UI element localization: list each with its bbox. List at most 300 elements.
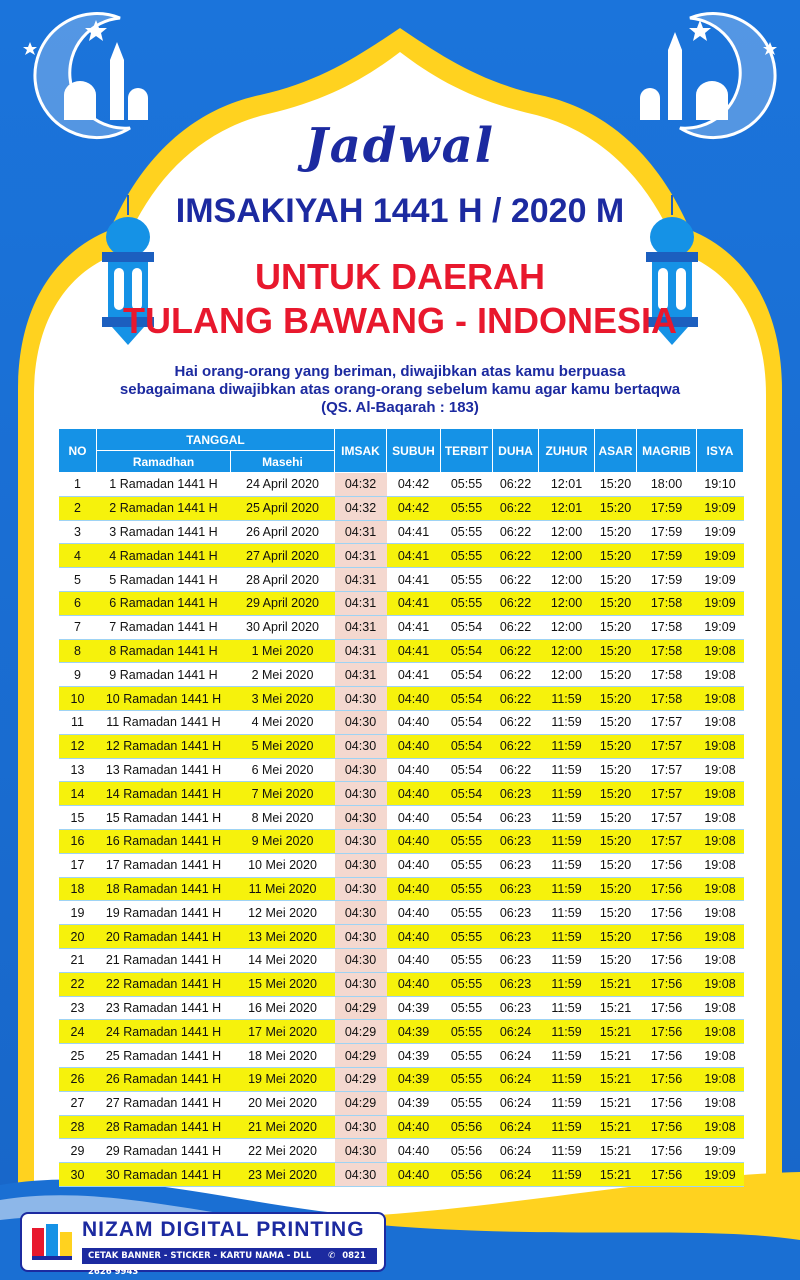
cell-magrib: 17:58 xyxy=(637,591,697,615)
verse-line-1: Hai orang-orang yang beriman, diwajibkan atas kamu berpuasa xyxy=(174,363,626,380)
table-row xyxy=(59,829,744,853)
cell-no: 3 xyxy=(59,520,97,544)
cell-zuhur: 11:59 xyxy=(539,1020,595,1044)
cell-masehi: 12 Mei 2020 xyxy=(231,901,335,925)
table-row xyxy=(59,568,744,592)
cell-subuh: 04:40 xyxy=(387,901,441,925)
cell-zuhur: 11:59 xyxy=(539,996,595,1020)
header-magrib: MAGRIB xyxy=(637,429,697,473)
cell-asar: 15:21 xyxy=(595,1020,637,1044)
cell-ramadhan: 28 Ramadan 1441 H xyxy=(97,1115,231,1139)
cell-zuhur: 12:00 xyxy=(539,544,595,568)
cell-masehi: 1 Mei 2020 xyxy=(231,639,335,663)
cell-masehi: 28 April 2020 xyxy=(231,568,335,592)
cell-asar: 15:21 xyxy=(595,1163,637,1187)
cell-isya: 19:08 xyxy=(697,1115,744,1139)
cell-zuhur: 11:59 xyxy=(539,1044,595,1068)
cell-masehi: 10 Mei 2020 xyxy=(231,853,335,877)
cell-isya: 19:09 xyxy=(697,591,744,615)
cell-imsak: 04:31 xyxy=(335,615,387,639)
cell-zuhur: 11:59 xyxy=(539,829,595,853)
cell-isya: 19:08 xyxy=(697,877,744,901)
cell-asar: 15:20 xyxy=(595,473,637,497)
cell-ramadhan: 2 Ramadan 1441 H xyxy=(97,496,231,520)
table-row xyxy=(59,473,744,497)
cell-asar: 15:20 xyxy=(595,806,637,830)
cell-no: 15 xyxy=(59,806,97,830)
cell-zuhur: 12:01 xyxy=(539,496,595,520)
cell-isya: 19:08 xyxy=(697,996,744,1020)
cell-imsak: 04:30 xyxy=(335,1139,387,1163)
cell-imsak: 04:30 xyxy=(335,1163,387,1187)
cell-isya: 19:08 xyxy=(697,948,744,972)
cell-zuhur: 11:59 xyxy=(539,1163,595,1187)
cell-ramadhan: 13 Ramadan 1441 H xyxy=(97,758,231,782)
cell-isya: 19:08 xyxy=(697,663,744,687)
cell-duha: 06:24 xyxy=(493,1091,539,1115)
cell-zuhur: 11:59 xyxy=(539,734,595,758)
cell-asar: 15:20 xyxy=(595,639,637,663)
brand-services: CETAK BANNER - STICKER - KARTU NAMA - DLL xyxy=(88,1251,312,1261)
cell-magrib: 17:58 xyxy=(637,687,697,711)
cell-terbit: 05:55 xyxy=(441,972,493,996)
cell-subuh: 04:42 xyxy=(387,473,441,497)
cell-subuh: 04:40 xyxy=(387,710,441,734)
cell-subuh: 04:40 xyxy=(387,734,441,758)
cell-no: 16 xyxy=(59,829,97,853)
table-row xyxy=(59,1020,744,1044)
cell-duha: 06:22 xyxy=(493,568,539,592)
cell-subuh: 04:40 xyxy=(387,1139,441,1163)
cell-terbit: 05:54 xyxy=(441,615,493,639)
cell-subuh: 04:41 xyxy=(387,639,441,663)
cell-isya: 19:09 xyxy=(697,520,744,544)
cell-masehi: 4 Mei 2020 xyxy=(231,710,335,734)
cell-terbit: 05:55 xyxy=(441,925,493,949)
cell-isya: 19:08 xyxy=(697,1067,744,1091)
cell-masehi: 22 Mei 2020 xyxy=(231,1139,335,1163)
cell-masehi: 14 Mei 2020 xyxy=(231,948,335,972)
header-duha: DUHA xyxy=(493,429,539,473)
cell-terbit: 05:55 xyxy=(441,877,493,901)
cell-isya: 19:08 xyxy=(697,1091,744,1115)
table-row xyxy=(59,758,744,782)
cell-terbit: 05:55 xyxy=(441,901,493,925)
header-ramadhan: Ramadhan xyxy=(97,451,231,473)
cell-no: 17 xyxy=(59,853,97,877)
cell-terbit: 05:55 xyxy=(441,1067,493,1091)
cell-magrib: 17:57 xyxy=(637,806,697,830)
cell-no: 28 xyxy=(59,1115,97,1139)
cell-imsak: 04:30 xyxy=(335,710,387,734)
verse-citation: (QS. Al-Baqarah : 183) xyxy=(321,399,479,416)
cell-isya: 19:08 xyxy=(697,710,744,734)
whatsapp-icon: ✆ xyxy=(328,1251,336,1261)
cell-terbit: 05:55 xyxy=(441,853,493,877)
cell-ramadhan: 7 Ramadan 1441 H xyxy=(97,615,231,639)
cell-ramadhan: 4 Ramadan 1441 H xyxy=(97,544,231,568)
cell-isya: 19:08 xyxy=(697,806,744,830)
table-row xyxy=(59,520,744,544)
footer-brand-box xyxy=(20,1212,386,1277)
cell-zuhur: 11:59 xyxy=(539,925,595,949)
cell-duha: 06:24 xyxy=(493,1020,539,1044)
cell-ramadhan: 16 Ramadan 1441 H xyxy=(97,829,231,853)
cell-asar: 15:20 xyxy=(595,829,637,853)
cell-asar: 15:20 xyxy=(595,663,637,687)
header-asar: ASAR xyxy=(595,429,637,473)
cell-zuhur: 12:00 xyxy=(539,568,595,592)
cell-magrib: 17:56 xyxy=(637,1020,697,1044)
cell-isya: 19:08 xyxy=(697,925,744,949)
cell-magrib: 17:57 xyxy=(637,758,697,782)
table-row xyxy=(59,853,744,877)
cell-asar: 15:20 xyxy=(595,615,637,639)
cell-no: 7 xyxy=(59,615,97,639)
cell-isya: 19:10 xyxy=(697,473,744,497)
cell-masehi: 2 Mei 2020 xyxy=(231,663,335,687)
cell-subuh: 04:40 xyxy=(387,758,441,782)
cell-duha: 06:22 xyxy=(493,544,539,568)
cell-masehi: 9 Mei 2020 xyxy=(231,829,335,853)
cell-subuh: 04:39 xyxy=(387,1067,441,1091)
header-subuh: SUBUH xyxy=(387,429,441,473)
cell-zuhur: 11:59 xyxy=(539,901,595,925)
cell-isya: 19:08 xyxy=(697,853,744,877)
cell-terbit: 05:54 xyxy=(441,710,493,734)
cell-duha: 06:22 xyxy=(493,639,539,663)
cell-asar: 15:21 xyxy=(595,996,637,1020)
cell-imsak: 04:32 xyxy=(335,496,387,520)
cell-zuhur: 11:59 xyxy=(539,948,595,972)
cell-no: 6 xyxy=(59,591,97,615)
cell-subuh: 04:40 xyxy=(387,925,441,949)
cell-duha: 06:24 xyxy=(493,1139,539,1163)
cell-isya: 19:09 xyxy=(697,1163,744,1187)
table-row xyxy=(59,710,744,734)
cell-no: 26 xyxy=(59,1067,97,1091)
cell-subuh: 04:41 xyxy=(387,615,441,639)
cell-duha: 06:22 xyxy=(493,663,539,687)
cell-ramadhan: 11 Ramadan 1441 H xyxy=(97,710,231,734)
cell-asar: 15:20 xyxy=(595,710,637,734)
cell-zuhur: 12:00 xyxy=(539,591,595,615)
cell-zuhur: 11:59 xyxy=(539,877,595,901)
cell-asar: 15:20 xyxy=(595,901,637,925)
cell-masehi: 8 Mei 2020 xyxy=(231,806,335,830)
cell-magrib: 17:59 xyxy=(637,520,697,544)
cell-no: 9 xyxy=(59,663,97,687)
cell-magrib: 17:59 xyxy=(637,568,697,592)
cell-ramadhan: 25 Ramadan 1441 H xyxy=(97,1044,231,1068)
cell-duha: 06:23 xyxy=(493,925,539,949)
table-row xyxy=(59,948,744,972)
cell-masehi: 29 April 2020 xyxy=(231,591,335,615)
cell-no: 10 xyxy=(59,687,97,711)
cell-terbit: 05:55 xyxy=(441,591,493,615)
cell-subuh: 04:40 xyxy=(387,1115,441,1139)
table-row xyxy=(59,544,744,568)
cell-zuhur: 11:59 xyxy=(539,782,595,806)
cell-zuhur: 11:59 xyxy=(539,1091,595,1115)
cell-ramadhan: 14 Ramadan 1441 H xyxy=(97,782,231,806)
cell-terbit: 05:55 xyxy=(441,520,493,544)
cell-asar: 15:21 xyxy=(595,1067,637,1091)
cell-asar: 15:21 xyxy=(595,1091,637,1115)
cell-ramadhan: 8 Ramadan 1441 H xyxy=(97,639,231,663)
cell-masehi: 15 Mei 2020 xyxy=(231,972,335,996)
cell-duha: 06:23 xyxy=(493,782,539,806)
cell-masehi: 27 April 2020 xyxy=(231,544,335,568)
cell-subuh: 04:41 xyxy=(387,544,441,568)
cell-asar: 15:21 xyxy=(595,1139,637,1163)
table-row xyxy=(59,687,744,711)
cell-duha: 06:24 xyxy=(493,1044,539,1068)
cell-magrib: 17:57 xyxy=(637,734,697,758)
cell-imsak: 04:30 xyxy=(335,782,387,806)
cell-no: 19 xyxy=(59,901,97,925)
table-row xyxy=(59,972,744,996)
cell-zuhur: 12:00 xyxy=(539,615,595,639)
cell-duha: 06:22 xyxy=(493,734,539,758)
cell-imsak: 04:29 xyxy=(335,1067,387,1091)
cell-duha: 06:24 xyxy=(493,1067,539,1091)
cell-magrib: 17:56 xyxy=(637,948,697,972)
cell-imsak: 04:30 xyxy=(335,734,387,758)
cell-terbit: 05:55 xyxy=(441,544,493,568)
cell-magrib: 17:56 xyxy=(637,996,697,1020)
cell-masehi: 23 Mei 2020 xyxy=(231,1163,335,1187)
cell-isya: 19:08 xyxy=(697,687,744,711)
cell-ramadhan: 19 Ramadan 1441 H xyxy=(97,901,231,925)
cell-magrib: 17:58 xyxy=(637,615,697,639)
header-isya: ISYA xyxy=(697,429,744,473)
cell-no: 2 xyxy=(59,496,97,520)
cell-magrib: 17:56 xyxy=(637,1139,697,1163)
cell-masehi: 19 Mei 2020 xyxy=(231,1067,335,1091)
cell-ramadhan: 29 Ramadan 1441 H xyxy=(97,1139,231,1163)
cell-masehi: 5 Mei 2020 xyxy=(231,734,335,758)
cell-isya: 19:08 xyxy=(697,639,744,663)
cell-ramadhan: 24 Ramadan 1441 H xyxy=(97,1020,231,1044)
cell-isya: 19:09 xyxy=(697,615,744,639)
cell-subuh: 04:39 xyxy=(387,996,441,1020)
cell-duha: 06:22 xyxy=(493,520,539,544)
cell-masehi: 20 Mei 2020 xyxy=(231,1091,335,1115)
cell-no: 1 xyxy=(59,473,97,497)
table-row xyxy=(59,591,744,615)
cell-subuh: 04:40 xyxy=(387,972,441,996)
cell-subuh: 04:42 xyxy=(387,496,441,520)
cell-isya: 19:08 xyxy=(697,972,744,996)
cell-ramadhan: 17 Ramadan 1441 H xyxy=(97,853,231,877)
cell-subuh: 04:40 xyxy=(387,782,441,806)
imsakiyah-table xyxy=(58,428,744,1187)
cell-imsak: 04:29 xyxy=(335,1091,387,1115)
cell-magrib: 17:56 xyxy=(637,1044,697,1068)
cell-asar: 15:21 xyxy=(595,1115,637,1139)
cell-asar: 15:20 xyxy=(595,734,637,758)
cell-subuh: 04:40 xyxy=(387,948,441,972)
cell-magrib: 17:59 xyxy=(637,496,697,520)
cell-duha: 06:23 xyxy=(493,901,539,925)
cell-isya: 19:08 xyxy=(697,734,744,758)
cell-masehi: 7 Mei 2020 xyxy=(231,782,335,806)
cell-no: 14 xyxy=(59,782,97,806)
cell-duha: 06:22 xyxy=(493,758,539,782)
cell-duha: 06:22 xyxy=(493,687,539,711)
table-row xyxy=(59,1091,744,1115)
header-no: NO xyxy=(59,429,97,473)
header-tanggal: TANGGAL xyxy=(97,429,335,451)
cell-terbit: 05:55 xyxy=(441,829,493,853)
table-row xyxy=(59,615,744,639)
cell-imsak: 04:30 xyxy=(335,972,387,996)
cell-imsak: 04:30 xyxy=(335,925,387,949)
cell-zuhur: 12:01 xyxy=(539,473,595,497)
cell-no: 24 xyxy=(59,1020,97,1044)
cell-zuhur: 12:00 xyxy=(539,663,595,687)
cell-terbit: 05:56 xyxy=(441,1163,493,1187)
cell-subuh: 04:40 xyxy=(387,853,441,877)
cell-magrib: 17:58 xyxy=(637,639,697,663)
cell-duha: 06:23 xyxy=(493,806,539,830)
table-row xyxy=(59,496,744,520)
cell-terbit: 05:54 xyxy=(441,782,493,806)
cell-imsak: 04:30 xyxy=(335,687,387,711)
cell-ramadhan: 18 Ramadan 1441 H xyxy=(97,877,231,901)
brand-logo-icon xyxy=(30,1222,74,1262)
cell-zuhur: 11:59 xyxy=(539,687,595,711)
cell-subuh: 04:40 xyxy=(387,1163,441,1187)
cell-terbit: 05:54 xyxy=(441,639,493,663)
cell-isya: 19:09 xyxy=(697,1139,744,1163)
cell-isya: 19:09 xyxy=(697,496,744,520)
table-row xyxy=(59,1163,744,1187)
cell-terbit: 05:56 xyxy=(441,1115,493,1139)
cell-masehi: 21 Mei 2020 xyxy=(231,1115,335,1139)
cell-asar: 15:20 xyxy=(595,496,637,520)
cell-no: 8 xyxy=(59,639,97,663)
script-title: Jadwal xyxy=(304,118,496,174)
cell-imsak: 04:31 xyxy=(335,591,387,615)
table-row xyxy=(59,901,744,925)
header-zuhur: ZUHUR xyxy=(539,429,595,473)
cell-duha: 06:23 xyxy=(493,877,539,901)
cell-duha: 06:22 xyxy=(493,591,539,615)
cell-imsak: 04:30 xyxy=(335,806,387,830)
cell-ramadhan: 1 Ramadan 1441 H xyxy=(97,473,231,497)
cell-masehi: 30 April 2020 xyxy=(231,615,335,639)
cell-terbit: 05:54 xyxy=(441,806,493,830)
cell-asar: 15:20 xyxy=(595,591,637,615)
cell-ramadhan: 3 Ramadan 1441 H xyxy=(97,520,231,544)
cell-zuhur: 12:00 xyxy=(539,520,595,544)
cell-magrib: 17:57 xyxy=(637,782,697,806)
cell-imsak: 04:30 xyxy=(335,1115,387,1139)
cell-masehi: 18 Mei 2020 xyxy=(231,1044,335,1068)
cell-no: 27 xyxy=(59,1091,97,1115)
page-title: IMSAKIYAH 1441 H / 2020 M xyxy=(175,192,625,230)
table-body xyxy=(59,473,744,1187)
cell-isya: 19:09 xyxy=(697,568,744,592)
region-line-1: UNTUK DAERAH xyxy=(255,256,545,297)
cell-magrib: 17:56 xyxy=(637,853,697,877)
cell-ramadhan: 30 Ramadan 1441 H xyxy=(97,1163,231,1187)
cell-ramadhan: 5 Ramadan 1441 H xyxy=(97,568,231,592)
cell-ramadhan: 9 Ramadan 1441 H xyxy=(97,663,231,687)
cell-ramadhan: 20 Ramadan 1441 H xyxy=(97,925,231,949)
cell-ramadhan: 15 Ramadan 1441 H xyxy=(97,806,231,830)
cell-masehi: 11 Mei 2020 xyxy=(231,877,335,901)
cell-zuhur: 11:59 xyxy=(539,710,595,734)
cell-terbit: 05:55 xyxy=(441,1091,493,1115)
cell-asar: 15:20 xyxy=(595,925,637,949)
cell-no: 11 xyxy=(59,710,97,734)
cell-subuh: 04:39 xyxy=(387,1091,441,1115)
cell-masehi: 3 Mei 2020 xyxy=(231,687,335,711)
cell-isya: 19:09 xyxy=(697,544,744,568)
cell-magrib: 17:56 xyxy=(637,1115,697,1139)
cell-imsak: 04:30 xyxy=(335,948,387,972)
header-masehi: Masehi xyxy=(231,451,335,473)
cell-terbit: 05:55 xyxy=(441,1020,493,1044)
cell-no: 5 xyxy=(59,568,97,592)
cell-duha: 06:22 xyxy=(493,710,539,734)
cell-asar: 15:20 xyxy=(595,687,637,711)
cell-no: 30 xyxy=(59,1163,97,1187)
table-row xyxy=(59,806,744,830)
table-row xyxy=(59,663,744,687)
cell-duha: 06:22 xyxy=(493,496,539,520)
cell-terbit: 05:55 xyxy=(441,568,493,592)
cell-imsak: 04:31 xyxy=(335,568,387,592)
cell-terbit: 05:55 xyxy=(441,948,493,972)
cell-asar: 15:20 xyxy=(595,877,637,901)
cell-imsak: 04:31 xyxy=(335,544,387,568)
cell-no: 13 xyxy=(59,758,97,782)
cell-imsak: 04:30 xyxy=(335,901,387,925)
cell-terbit: 05:54 xyxy=(441,734,493,758)
cell-duha: 06:23 xyxy=(493,948,539,972)
cell-duha: 06:23 xyxy=(493,829,539,853)
cell-duha: 06:24 xyxy=(493,1115,539,1139)
cell-ramadhan: 27 Ramadan 1441 H xyxy=(97,1091,231,1115)
cell-masehi: 13 Mei 2020 xyxy=(231,925,335,949)
cell-magrib: 17:58 xyxy=(637,663,697,687)
cell-duha: 06:23 xyxy=(493,996,539,1020)
cell-terbit: 05:54 xyxy=(441,687,493,711)
cell-isya: 19:08 xyxy=(697,758,744,782)
cell-ramadhan: 6 Ramadan 1441 H xyxy=(97,591,231,615)
brand-subline xyxy=(82,1248,377,1277)
cell-terbit: 05:55 xyxy=(441,473,493,497)
cell-imsak: 04:30 xyxy=(335,877,387,901)
cell-terbit: 05:55 xyxy=(441,1044,493,1068)
cell-duha: 06:23 xyxy=(493,972,539,996)
cell-magrib: 17:56 xyxy=(637,925,697,949)
cell-no: 25 xyxy=(59,1044,97,1068)
table-row xyxy=(59,1067,744,1091)
cell-imsak: 04:29 xyxy=(335,996,387,1020)
header-terbit: TERBIT xyxy=(441,429,493,473)
cell-magrib: 17:56 xyxy=(637,901,697,925)
cell-terbit: 05:56 xyxy=(441,1139,493,1163)
brand-name: NIZAM DIGITAL PRINTING xyxy=(82,1218,365,1241)
cell-imsak: 04:30 xyxy=(335,758,387,782)
cell-subuh: 04:40 xyxy=(387,829,441,853)
cell-zuhur: 11:59 xyxy=(539,758,595,782)
